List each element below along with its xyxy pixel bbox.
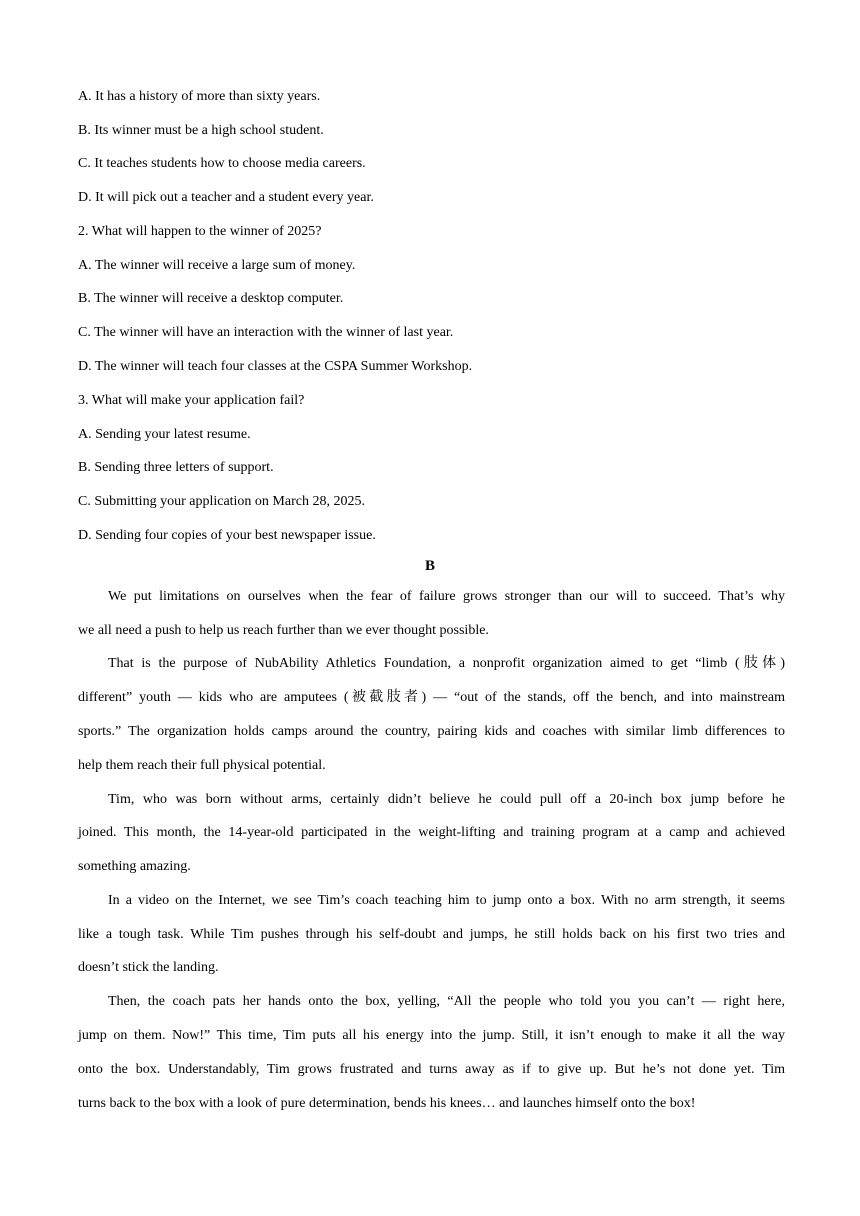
q2-option-c: C. The winner will have an interaction with the winner of last year. xyxy=(78,325,454,340)
paragraph-line: like a tough task. While Tim pushes through his self-doubt and jumps, he still holds back on his first two tries and xyxy=(78,927,785,942)
q3-option-a: A. Sending your latest resume. xyxy=(78,427,251,442)
paragraph-line: jump on them. Now!” This time, Tim puts all his energy into the jump. Still, it isn’t enough to make it all the way xyxy=(78,1028,785,1043)
q3-option-c: C. Submitting your application on March 28, 2025. xyxy=(78,494,365,509)
q3-option-b: B. Sending three letters of support. xyxy=(78,460,274,475)
paragraph-line: turns back to the box with a look of pure determination, bends his knees… and launches himself onto the box! xyxy=(78,1096,696,1111)
section-heading: B xyxy=(424,558,435,574)
paragraph-line: Tim, who was born without arms, certainly didn’t believe he could pull off a 20-inch box jump before he xyxy=(108,792,785,807)
paragraph-line: help them reach their full physical potential. xyxy=(78,758,326,773)
paragraph-line: something amazing. xyxy=(78,859,191,874)
paragraph-line: doesn’t stick the landing. xyxy=(78,960,219,975)
paragraph-line: different” youth — kids who are amputees (被截肢者) — “out of the stands, off the bench, and into mainstream xyxy=(78,690,785,705)
paragraph-line: sports.” The organization holds camps around the country, pairing kids and coaches with similar limb differences to xyxy=(78,724,785,739)
q3-question: 3. What will make your application fail? xyxy=(78,393,305,408)
q1-option-d: D. It will pick out a teacher and a student every year. xyxy=(78,190,374,205)
q1-option-c: C. It teaches students how to choose media careers. xyxy=(78,156,366,171)
paragraph-line: joined. This month, the 14-year-old participated in the weight-lifting and training program at a camp and achieved xyxy=(78,825,785,840)
q2-option-a: A. The winner will receive a large sum of money. xyxy=(78,258,356,273)
q2-question: 2. What will happen to the winner of 2025? xyxy=(78,224,322,239)
q2-option-b: B. The winner will receive a desktop computer. xyxy=(78,291,344,306)
paragraph-line: Then, the coach pats her hands onto the box, yelling, “All the people who told you you can’t — right here, xyxy=(108,994,785,1009)
q1-option-b: B. Its winner must be a high school student. xyxy=(78,123,324,138)
q2-option-d: D. The winner will teach four classes at the CSPA Summer Workshop. xyxy=(78,359,473,374)
q1-option-a: A. It has a history of more than sixty years. xyxy=(78,89,321,104)
paragraph-line: In a video on the Internet, we see Tim’s coach teaching him to jump onto a box. With no arm strength, it seems xyxy=(108,893,785,908)
paragraph-line: We put limitations on ourselves when the fear of failure grows stronger than our will to succeed. That’s why xyxy=(108,589,785,604)
paragraph-line: onto the box. Understandably, Tim grows frustrated and turns away as if to give up. But he’s not done yet. Tim xyxy=(78,1062,785,1077)
paragraph-line: That is the purpose of NubAbility Athletics Foundation, a nonprofit organization aimed to get “limb (肢体) xyxy=(108,656,785,671)
q3-option-d: D. Sending four copies of your best newspaper issue. xyxy=(78,528,376,543)
paragraph-line: we all need a push to help us reach further than we ever thought possible. xyxy=(78,623,489,638)
